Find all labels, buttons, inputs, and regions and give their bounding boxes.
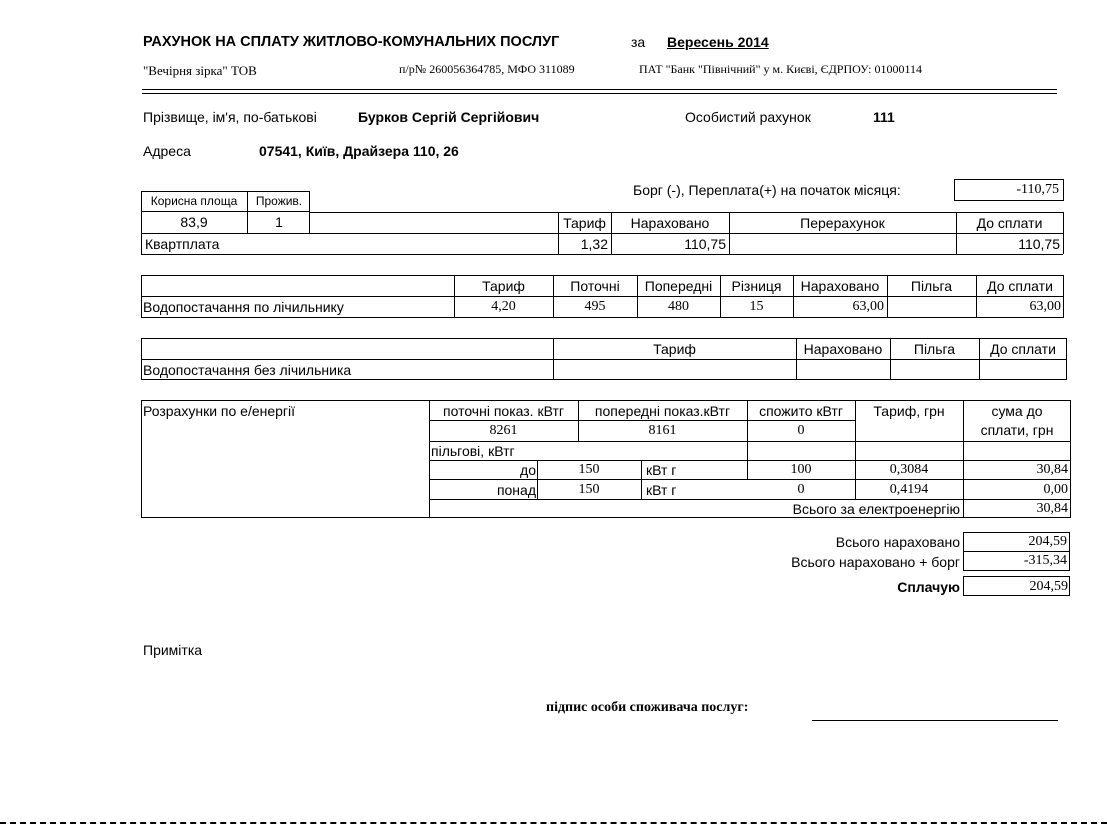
wm-row-previous: 480 bbox=[668, 299, 689, 314]
wm-topay-header: До сплати bbox=[987, 278, 1053, 294]
el-row-1-consumed: 0 bbox=[797, 482, 805, 497]
el-tariff-header: Тариф, грн bbox=[873, 403, 945, 419]
total-accrued-label: Всього нараховано bbox=[835, 534, 960, 550]
wnm-row-name: Водопостачання без лічильника bbox=[143, 362, 352, 378]
wm-row-current: 495 bbox=[584, 299, 606, 314]
rent-row-topay: 110,75 bbox=[1018, 236, 1060, 252]
company-name: "Вечірня зірка" ТОВ bbox=[143, 63, 257, 78]
el-consumed-value: 0 bbox=[797, 423, 805, 438]
el-previous-value: 8161 bbox=[648, 423, 677, 438]
rent-vline-0 bbox=[141, 233, 142, 254]
el-total-label: Всього за електроенергію bbox=[792, 501, 960, 517]
wnm-benefit-header: Пільга bbox=[913, 341, 956, 357]
header-divider-bottom bbox=[142, 93, 1057, 94]
area-value: 83,9 bbox=[180, 214, 208, 230]
rent-recalc-header: Перерахунок bbox=[800, 215, 885, 231]
el-row-0-consumed: 100 bbox=[790, 462, 812, 477]
account-details: п/р№ 260056364785, МФО 311089 bbox=[399, 62, 575, 76]
rent-accrued-header: Нараховано bbox=[630, 215, 710, 231]
el-row-1-unit: кВт г bbox=[646, 482, 677, 498]
customer-name: Бурков Сергій Сергійович bbox=[358, 109, 540, 125]
rent-vline-5 bbox=[1063, 212, 1064, 254]
pay-box bbox=[963, 576, 1070, 596]
residents-header: Прожив. bbox=[255, 194, 303, 208]
balance-label: Борг (-), Переплата(+) на початок місяця: bbox=[633, 182, 901, 198]
balance-value: -110,75 bbox=[1016, 182, 1059, 197]
el-consumed-header: спожито кВтг bbox=[759, 403, 843, 419]
rent-mid-line bbox=[141, 233, 1063, 234]
wm-tariff-header: Тариф bbox=[482, 278, 525, 294]
rent-row-accrued: 110,75 bbox=[684, 236, 726, 252]
name-label: Прізвище, ім'я, по-батькові bbox=[143, 109, 317, 125]
rent-top-line bbox=[310, 212, 1063, 213]
customer-address: 07541, Київ, Драйзера 110, 26 bbox=[259, 143, 459, 159]
el-hline-2 bbox=[429, 441, 1071, 442]
water-meter-hline bbox=[141, 296, 1064, 297]
wnm-topay-header: До сплати bbox=[990, 341, 1056, 357]
wm-row-name: Водопостачання по лічильнику bbox=[143, 299, 344, 315]
el-row-1-label: понад bbox=[496, 482, 536, 498]
rent-row-tariff: 1,32 bbox=[580, 236, 608, 252]
wnm-accrued-header: Нараховано bbox=[803, 341, 883, 357]
total-accrued-debt-value: -315,34 bbox=[1023, 553, 1067, 568]
rent-bottom-line bbox=[141, 254, 1063, 255]
el-hline-1 bbox=[429, 420, 855, 421]
rent-area-hline bbox=[141, 211, 310, 212]
pay-value[interactable]: 204,59 bbox=[1029, 579, 1068, 594]
wm-row-difference: 15 bbox=[749, 299, 764, 314]
wm-difference-header: Різниця bbox=[731, 278, 782, 294]
el-row-0-tariff: 0,3084 bbox=[889, 462, 929, 477]
wm-row-accrued: 63,00 bbox=[852, 299, 884, 314]
el-sum-header-2: сплати, грн bbox=[980, 422, 1054, 438]
el-total-value: 30,84 bbox=[1036, 501, 1068, 516]
el-sum-header: сума до bbox=[991, 403, 1043, 419]
account-label: Особистий рахунок bbox=[685, 109, 811, 125]
el-row-0-unit: кВт г bbox=[646, 462, 677, 478]
wm-row-topay: 63,00 bbox=[1029, 299, 1061, 314]
account-number: 111 bbox=[873, 109, 895, 125]
el-current-header: поточні показ. кВтг bbox=[443, 403, 564, 419]
billing-period: Вересень 2014 bbox=[667, 34, 769, 50]
area-header: Корисна площа bbox=[150, 194, 238, 208]
totals-hline bbox=[963, 551, 1070, 552]
el-row-0-label: до bbox=[520, 462, 536, 478]
wm-previous-header: Попередні bbox=[644, 278, 713, 294]
el-current-value: 8261 bbox=[489, 423, 518, 438]
bank-details: ПАТ "Банк "Північний" у м. Києві, ЄДРПОУ: 01000114 bbox=[639, 62, 923, 76]
for-label: за bbox=[631, 34, 646, 50]
header-divider-top bbox=[142, 89, 1057, 90]
total-accrued-debt-label: Всього нараховано + борг bbox=[791, 554, 960, 570]
document-title: РАХУНОК НА СПЛАТУ ЖИТЛОВО-КОМУНАЛЬНИХ ПОСЛУГ bbox=[143, 34, 560, 50]
wnm-hline bbox=[141, 359, 1067, 360]
total-accrued-value: 204,59 bbox=[1028, 534, 1067, 549]
el-hline-3 bbox=[429, 460, 1071, 461]
el-row-1-tariff: 0,4194 bbox=[889, 482, 929, 497]
el-row-0-sum: 30,84 bbox=[1036, 462, 1068, 477]
el-benefit-label: пільгові, кВтг bbox=[431, 443, 515, 459]
wm-benefit-header: Пільга bbox=[910, 278, 953, 294]
wm-accrued-header: Нараховано bbox=[800, 278, 880, 294]
electricity-title: Розрахунки по е/енергії bbox=[143, 403, 296, 419]
address-label: Адреса bbox=[143, 143, 191, 159]
pay-label: Сплачую bbox=[897, 579, 960, 595]
el-row-1-limit: 150 bbox=[578, 482, 600, 497]
signature-line[interactable] bbox=[812, 720, 1058, 721]
wm-row-tariff: 4,20 bbox=[491, 299, 516, 314]
residents-value: 1 bbox=[275, 214, 283, 230]
wm-current-header: Поточні bbox=[570, 278, 620, 294]
el-previous-header: попередні показ.кВтг bbox=[594, 403, 731, 419]
rent-topay-header: До сплати bbox=[976, 215, 1043, 231]
note-label: Примітка bbox=[143, 642, 203, 658]
el-hline-5 bbox=[429, 499, 1071, 500]
el-row-1-sum: 0,00 bbox=[1043, 482, 1068, 497]
rent-tariff-header: Тариф bbox=[563, 215, 606, 231]
wnm-tariff-header: Тариф bbox=[653, 341, 696, 357]
signature-label: підпис особи споживача послуг: bbox=[546, 700, 749, 715]
balance-box bbox=[954, 179, 1064, 201]
rent-row-name: Квартплата bbox=[145, 236, 220, 252]
el-hline-4 bbox=[429, 479, 1071, 480]
cut-line bbox=[0, 822, 1107, 824]
el-row-0-limit: 150 bbox=[578, 462, 600, 477]
